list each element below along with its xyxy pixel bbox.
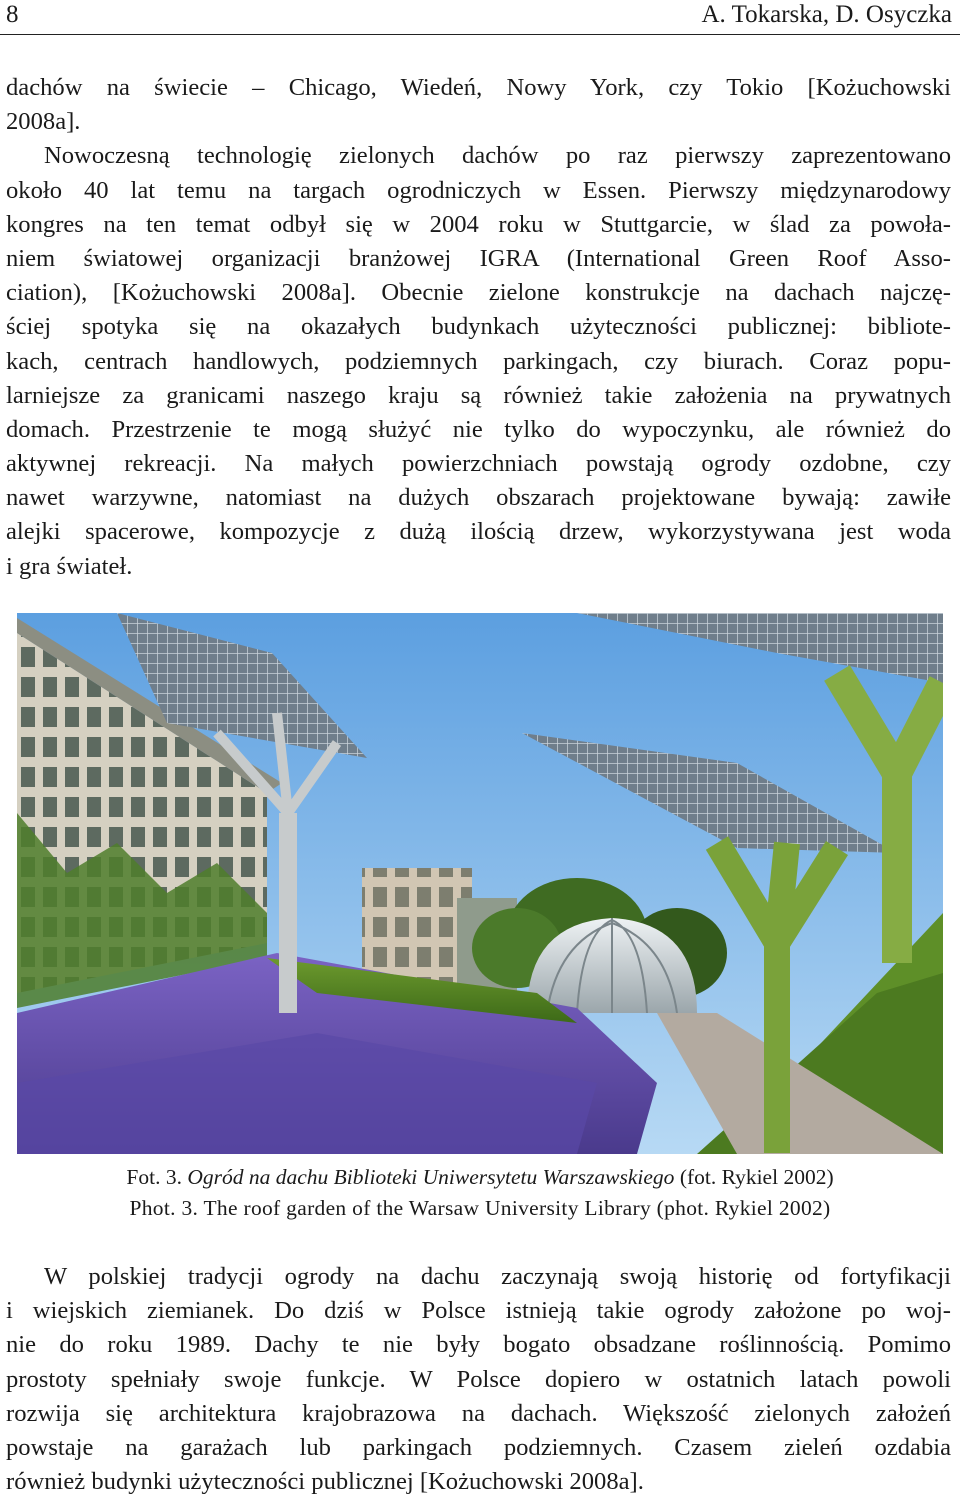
caption-credit: (fot. Rykiel 2002) <box>674 1165 834 1189</box>
text-line: Nowoczesną technologię zielonych dachów po raz pierwszy zaprezentowano <box>44 142 951 170</box>
text-line: i wiejskich ziemianek. Do dziś w Polsce istnieją takie ogrody założone po woj- <box>6 1297 951 1325</box>
caption-prefix: Fot. 3. <box>126 1165 188 1189</box>
text-line: powstaje na garażach lub parkingach podziemnych. Czasem zieleń ozdabia <box>6 1433 951 1461</box>
text-line: rozwija się architektura krajobrazowa na dachach. Większość zielonych założeń <box>6 1399 951 1427</box>
text-line: prostoty spełniały swoje funkcje. W Polsce dopiero w ostatnich latach powoli <box>6 1365 951 1393</box>
text-line: aktywnej rekreacji. Na małych powierzchniach powstają ogrody ozdobne, czy <box>6 450 951 478</box>
body-paragraph-2 <box>6 1260 951 1499</box>
text-line: nawet warzywne, natomiast na dużych obszarach projektowane bywają: zawiłe <box>6 484 951 512</box>
text-line: również budynki użyteczności publicznej [Kożuchowski 2008a]. <box>6 1468 644 1496</box>
text-line: kongres na ten temat odbył się w 2004 roku w Stuttgarcie, w ślad za powoła- <box>6 210 951 238</box>
page-number: 8 <box>6 1 19 28</box>
text-line: domach. Przestrzenie te mogą służyć nie tylko do wypoczynku, ale również do <box>6 415 951 443</box>
text-line: dachów na świecie – Chicago, Wiedeń, Nowy York, czy Tokio [Kożuchowski <box>6 74 951 101</box>
text-line: nie do roku 1989. Dachy te nie były bogato obsadzane roślinnością. Pomimo <box>6 1331 951 1359</box>
running-head-authors: A. Tokarska, D. Osyczka <box>701 1 952 28</box>
page-header <box>0 0 960 35</box>
roof-garden-photo <box>17 613 943 1154</box>
figure-caption-polish <box>0 1162 960 1192</box>
caption-title: Ogród na dachu Biblioteki Uniwersytetu Warszawskiego <box>187 1165 675 1189</box>
text-line: larniejsze za granicami naszego kraju są również takie założenia na prywatnych <box>6 381 951 409</box>
text-line: i gra świateł. <box>6 552 133 580</box>
text-line: niem światowej organizacji branżowej IGRA (International Green Roof Asso- <box>6 244 951 272</box>
text-line: ciation), [Kożuchowski 2008a]. Obecnie zielone konstrukcje na dachach najczę- <box>6 279 951 307</box>
text-line: W polskiej tradycji ogrody na dachu zaczynają swoją historię od fortyfikacji <box>44 1263 951 1290</box>
text-line: ściej spotyka się na okazałych budynkach użyteczności publicznej: bibliote- <box>6 313 951 341</box>
text-line: 2008a]. <box>6 108 81 136</box>
body-paragraph-1 <box>6 71 951 584</box>
text-line: około 40 lat temu na targach ogrodniczych w Essen. Pierwszy międzynarodowy <box>6 176 951 204</box>
figure-caption-english: Phot. 3. The roof garden of the Warsaw University Library (phot. Rykiel 2002) <box>129 1196 831 1220</box>
text-line: alejki spacerowe, kompozycje z dużą ilością drzew, wykorzystywana jest woda <box>6 518 951 546</box>
text-line: kach, centrach handlowych, podziemnych parkingach, czy biurach. Coraz popu- <box>6 347 951 375</box>
